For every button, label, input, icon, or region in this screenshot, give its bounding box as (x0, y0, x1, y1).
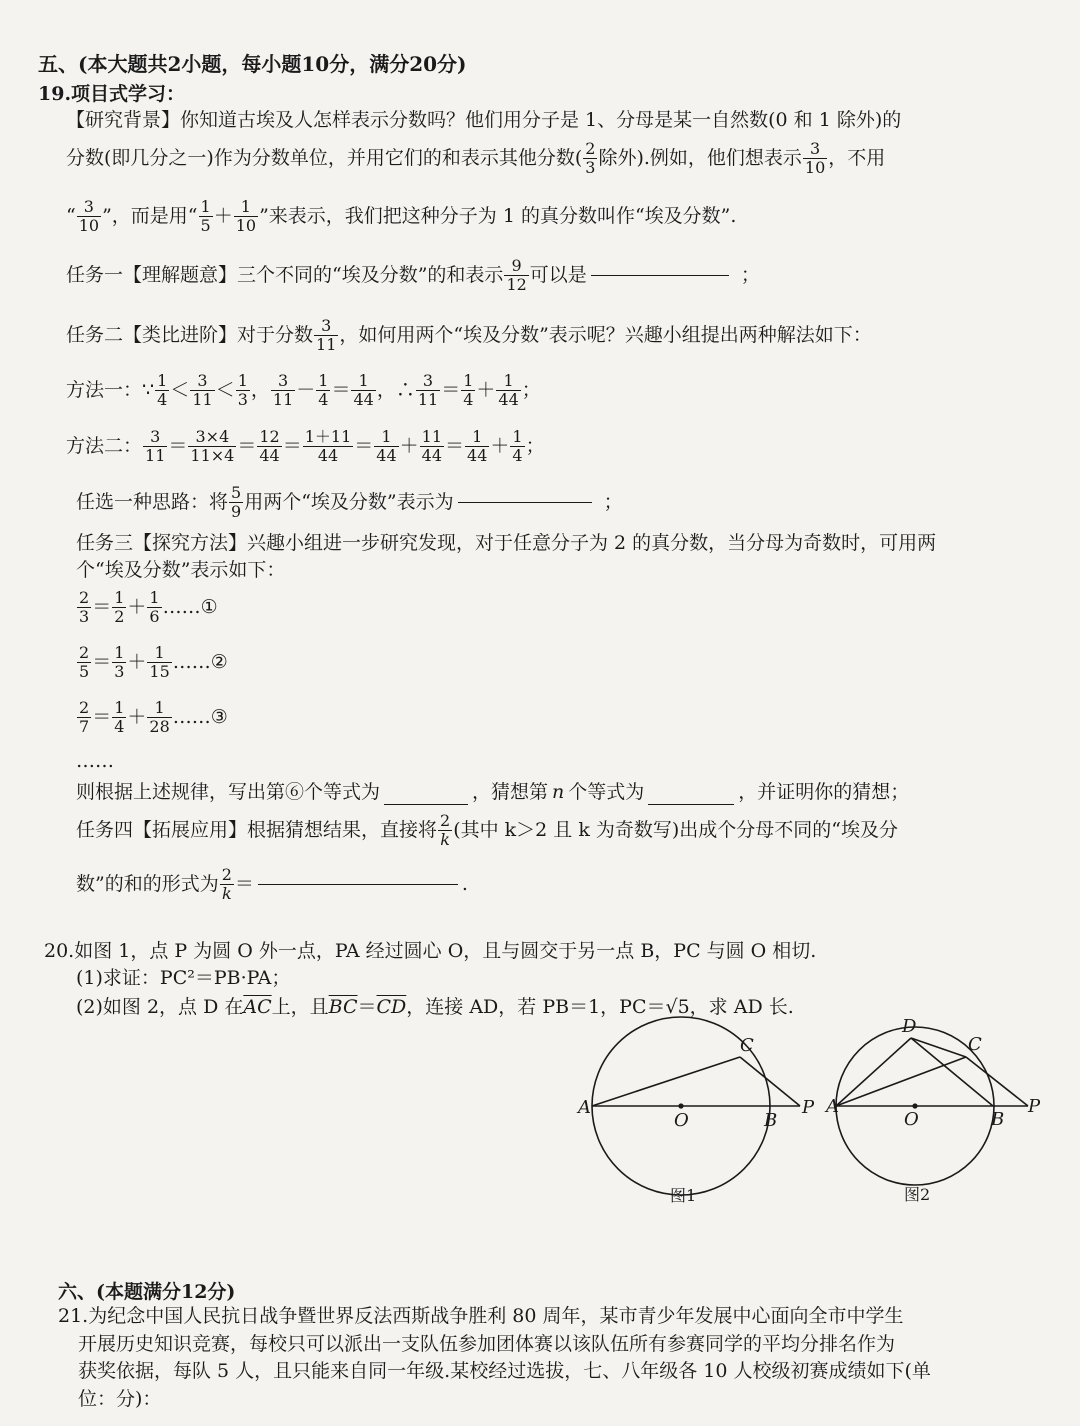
frac: $\frac{2}{3}$ (79, 587, 90, 626)
q21-line2: 开展历史知识竞赛，每校只可以派出一支队伍参加团体赛以该队伍所有参赛同学的平均分排名作为 (78, 1333, 896, 1355)
label-d: D (902, 1016, 917, 1037)
rule-n: n (552, 781, 565, 803)
frac: $\frac{3}{11}$ (145, 426, 166, 465)
q19-task3-line1: 任务三【探究方法】兴趣小组进一步研究发现，对于任意分子为 2 的真分数，当分母为奇数时，可用两 (76, 532, 937, 554)
frac: $\frac{1}{4}$ (512, 426, 523, 465)
q19-task4-line1 (76, 808, 898, 852)
q20-line2: (1)求证：PC²＝PB·PA； (76, 967, 291, 989)
method1-label: 方法一： (66, 379, 143, 401)
fraction-9-12: $\frac{9}{12}$ (506, 255, 527, 294)
task2-text-b: ，如何用两个“埃及分数”表示呢？兴趣小组提出两种解法如下： (339, 324, 872, 346)
line-ad (836, 1038, 911, 1106)
frac: $\frac{12}{44}$ (259, 426, 280, 465)
op: ＋ (127, 596, 147, 618)
q19-background-line2 (66, 138, 885, 178)
q19-method2 (66, 424, 545, 468)
line-pc (966, 1057, 1028, 1106)
q21-line3: 获奖依据，每队 5 人，且只能来自同一年级.某校经过选拔，七、八年级各 10 人校级初赛成绩如下(单 (78, 1360, 931, 1382)
op: ，∴ (376, 379, 415, 401)
choose-text-b: 用两个“埃及分数”表示为 (244, 491, 454, 513)
fraction-3-10: $\frac{3}{10}$ (804, 138, 826, 177)
rule-text-c: 个等式为 (568, 781, 645, 803)
frac: $\frac{1}{28}$ (149, 697, 170, 736)
arc-cd: $\overline{CD}$ (376, 996, 407, 1018)
frac: $\frac{1}{44}$ (467, 426, 488, 465)
line-dc (911, 1038, 966, 1057)
frac: $\frac{2}{5}$ (79, 642, 90, 681)
label-p: P (1028, 1096, 1041, 1117)
frac: $\frac{2}{7}$ (79, 697, 90, 736)
line-ac (592, 1057, 740, 1106)
equation-1-mark: ……① (162, 596, 218, 618)
fraction-1-5: $\frac{1}{5}$ (200, 196, 211, 235)
rule-text-b: ，猜想第 (472, 781, 549, 803)
frac: $\frac{3\times 4}{11\times 4}$ (190, 426, 235, 465)
label-c: C (740, 1035, 754, 1056)
label-p: P (802, 1097, 815, 1118)
label-a: A (826, 1096, 839, 1117)
center-dot (678, 1103, 683, 1108)
op: ＝ (331, 379, 351, 401)
op: ； (525, 435, 545, 457)
op: ＝ (92, 706, 112, 728)
task4-equals: ＝ (234, 873, 254, 895)
section-5-heading: 五、(本大题共2小题，每小题10分，满分20分) (38, 52, 467, 76)
op: ＋ (127, 651, 147, 673)
arc-bc: $\overline{BC}$ (328, 996, 358, 1018)
label-o: O (674, 1110, 689, 1131)
rule-text-d: ，并证明你的猜想； (738, 781, 910, 803)
q20-line3 (76, 994, 794, 1020)
figure-1 (578, 1025, 830, 1210)
fraction-5-9: $\frac{5}{9}$ (231, 482, 242, 521)
equation-3 (76, 695, 228, 739)
q19-task1 (66, 253, 760, 297)
section-6-heading: 六、(本题满分12分) (58, 1281, 236, 1303)
q19-task3-line2: 个“埃及分数”表示如下： (76, 559, 286, 581)
q19-task4-line2 (76, 862, 468, 906)
label-o: O (904, 1109, 919, 1130)
frac: $\frac{1}{44}$ (353, 370, 374, 409)
frac: $\frac{3}{11}$ (417, 370, 439, 409)
frac: $\frac{3}{11}$ (272, 370, 294, 409)
method2-label: 方法二： (66, 435, 143, 457)
op: ＜ (170, 379, 190, 401)
frac: $\frac{1}{4}$ (463, 370, 474, 409)
quote-open: “ (66, 205, 76, 227)
q20-line3-c: ，连接 AD，若 PB＝1，PC＝√5，求 AD 长. (406, 996, 794, 1018)
label-b: B (991, 1109, 1005, 1130)
rule-text-a: 则根据上述规律，写出第⑥个等式为 (76, 781, 381, 803)
op: ＝ (282, 435, 302, 457)
label-c: C (968, 1034, 982, 1055)
op: ＜ (215, 379, 235, 401)
op: ＝ (445, 435, 465, 457)
frac: $\frac{1}{6}$ (149, 587, 160, 626)
op: ＝ (354, 435, 374, 457)
q21-line1: 21.为纪念中国人民抗日战争暨世界反法西斯战争胜利 80 周年，某市青少年发展中心面向全市中学生 (58, 1305, 904, 1327)
q21-line4: 位：分)： (78, 1388, 162, 1410)
q19-task2 (66, 313, 872, 357)
figure-1-caption: 图1 (670, 1186, 697, 1205)
fraction-2-3: $\frac{2}{3}$ (585, 138, 596, 177)
task2-text-a: 任务二【类比进阶】对于分数 (66, 324, 314, 346)
q19-method1 (66, 368, 541, 412)
task4-period: . (461, 873, 468, 895)
frac: $\frac{1}{3}$ (114, 642, 125, 681)
bg2-text-c: ，不用 (828, 147, 886, 169)
q20-line3-a: (2)如图 2，点 D 在 (76, 996, 244, 1018)
q20-line1: 20.如图 1，点 P 为圆 O 外一点，PA 经过圆心 O，且与圆交于另一点 B，PC 与圆 O 相切. (44, 940, 817, 962)
sixth-equation-blank[interactable] (384, 804, 468, 805)
q20-line3-b: 上，且 (271, 996, 329, 1018)
frac: $\frac{1}{4}$ (318, 370, 329, 409)
task1-answer-blank[interactable] (591, 275, 729, 276)
figure-2 (826, 1012, 1051, 1210)
task1-text-a: 任务一【理解题意】三个不同的“埃及分数”的和表示 (66, 264, 504, 286)
bg2-text-b: 除外).例如，他们想表示 (598, 147, 802, 169)
figure-2-caption: 图2 (904, 1185, 931, 1204)
fraction-1-10: $\frac{1}{10}$ (235, 196, 257, 235)
plus-sign: ＋ (213, 205, 233, 227)
frac: $\frac{1}{3}$ (237, 370, 248, 409)
task4-answer-blank[interactable] (258, 884, 458, 885)
q19-rule (76, 775, 909, 805)
choose-text-a: 任选一种思路：将 (76, 491, 229, 513)
fraction-2-k: $\frac{2}{k}$ (440, 810, 451, 849)
op: ， (250, 379, 270, 401)
frac: $\frac{3}{11}$ (192, 370, 213, 409)
op: ＝ (168, 435, 188, 457)
choose-text-c: ； (603, 491, 623, 513)
frac: $\frac{1}{44}$ (376, 426, 397, 465)
task4-text-b: (其中 k＞2 且 k 为奇数写)出成个分母不同的“埃及分 (453, 819, 899, 841)
q19-background-line3 (66, 194, 736, 238)
equation-2-mark: ……② (172, 651, 228, 673)
op: － (296, 379, 316, 401)
arc-ac: $\overline{AC}$ (243, 996, 272, 1018)
op: ＝ (237, 435, 257, 457)
equation-1 (76, 585, 218, 629)
frac: $\frac{1}{44}$ (498, 370, 519, 409)
because-sign: ∵ (142, 379, 155, 401)
center-dot (912, 1103, 917, 1108)
label-a: A (578, 1097, 591, 1118)
choose-answer-blank[interactable] (458, 502, 592, 503)
frac: $\frac{1}{2}$ (114, 587, 125, 626)
frac: $\frac{1+11}{44}$ (304, 426, 352, 465)
equation-3-mark: ……③ (172, 706, 228, 728)
frac: $\frac{1}{15}$ (149, 642, 170, 681)
task1-text-c: ； (740, 264, 760, 286)
equation-2 (76, 640, 228, 684)
op: ＝ (441, 379, 461, 401)
task4-text-c: 数”的和的形式为 (76, 873, 219, 895)
frac: $\frac{1}{4}$ (157, 370, 168, 409)
bg2-text-a: 分数(即几分之一)作为分数单位，并用它们的和表示其他分数( (66, 147, 583, 169)
label-b: B (764, 1110, 778, 1131)
op: ＋ (127, 706, 147, 728)
bg3-text-c: ”来表示，我们把这种分子为 1 的真分数叫作“埃及分数”. (259, 205, 737, 227)
frac: $\frac{11}{44}$ (421, 426, 443, 465)
ellipsis: …… (76, 750, 114, 772)
task4-text-a: 任务四【拓展应用】根据猜想结果，直接将 (76, 819, 438, 841)
task1-text-b: 可以是 (529, 264, 587, 286)
op: ＋ (476, 379, 496, 401)
fraction-3-10-b: $\frac{3}{10}$ (78, 196, 100, 235)
fraction-2-k-b: $\frac{2}{k}$ (221, 864, 232, 903)
frac: $\frac{1}{4}$ (114, 697, 125, 736)
q19-title: 19.项目式学习： (38, 83, 186, 105)
q19-choose (76, 480, 623, 524)
bg3-text-b: ”，而是用“ (102, 205, 198, 227)
op: ＋ (399, 435, 419, 457)
op: ＝ (92, 596, 112, 618)
fraction-3-11: $\frac{3}{11}$ (316, 315, 337, 354)
q20-equals: ＝ (357, 996, 377, 1018)
op: ＋ (490, 435, 510, 457)
q19-background-line1: 【研究背景】你知道古埃及人怎样表示分数吗？他们用分子是 1、分母是某一自然数(0 和 1 除外)的 (66, 109, 902, 131)
op: ； (521, 379, 541, 401)
nth-equation-blank[interactable] (648, 804, 734, 805)
line-ac (836, 1057, 966, 1106)
op: ＝ (92, 651, 112, 673)
